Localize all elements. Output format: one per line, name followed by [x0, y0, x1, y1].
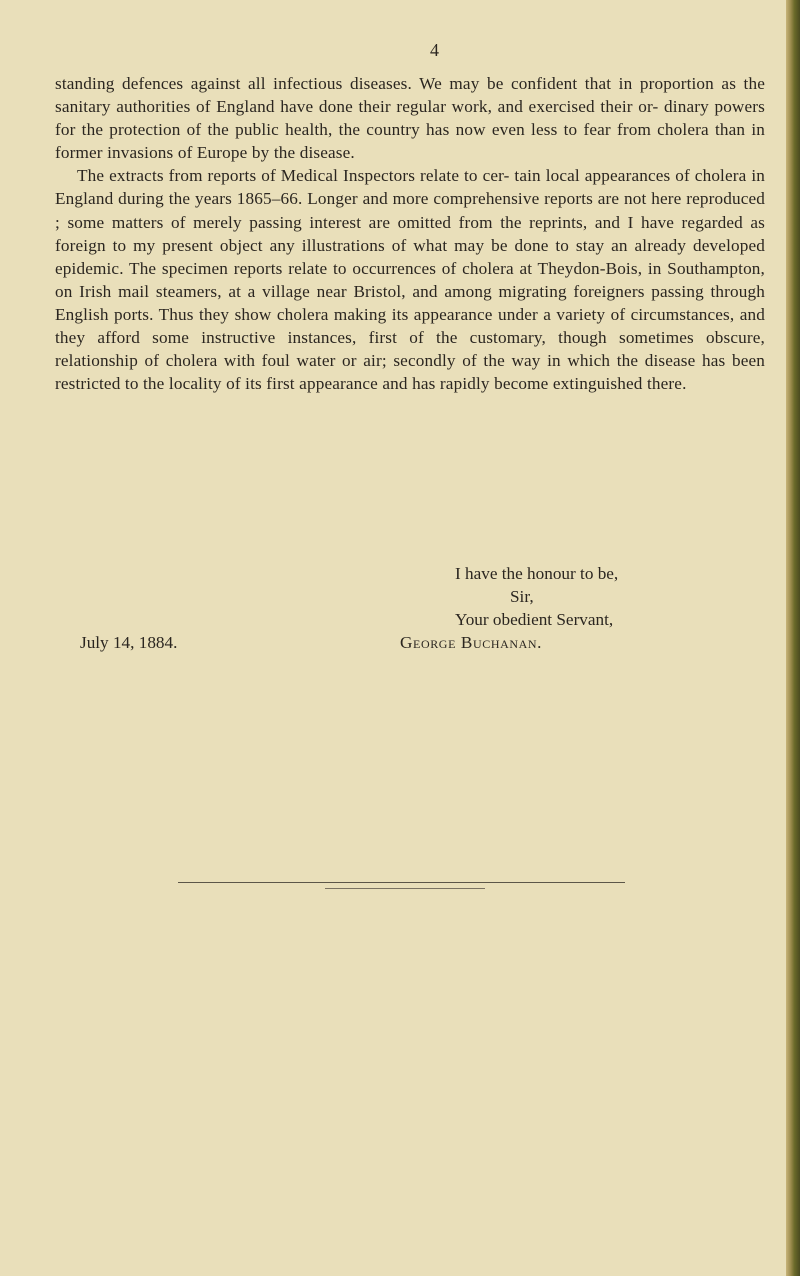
letter-date: July 14, 1884. [80, 633, 178, 653]
body-text [55, 72, 765, 395]
separator-rule-short [325, 888, 485, 889]
page-number: 4 [430, 40, 439, 60]
closing-salutation: Sir, [510, 587, 534, 607]
signature-name: George Buchanan. [400, 633, 543, 653]
letter-closing [55, 562, 765, 654]
closing-honour: I have the honour to be, [455, 564, 619, 583]
closing-servant: Your obedient Servant, [455, 610, 614, 630]
binding-edge [786, 0, 800, 1276]
paragraph-continuation: standing defences against all infectious diseases. We may be confident that in proportion as the sanitary authorities of England have done their regular work, and exercised their or- dinary powers for the protection of the public health, the country has now even less to fear from cholera than in former invasions of Europe by the disease. [55, 74, 765, 163]
separator-rule [178, 882, 625, 883]
paragraph-extracts: The extracts from reports of Medical Inspectors relate to cer- tain local appearances of cholera in England during the years 1865–66. Longer and more comprehensive reports are not here reproduced ; some matters of merely passing interest are omitted from the reprints, and I have regarded as foreign to my present object any illustrations of what may be done to stay an already developed epidemic. The specimen reports relate to occurrences of cholera at Theydon-Bois, in Southampton, on Irish mail steamers, at a village near Bristol, and among migrating foreigners passing through English ports. Thus they show cholera making its appearance under a variety of circumstances, and they afford some instructive instances, first of the customary, though sometimes obscure, relationship of cholera with foul water or air; secondly of the way in which the disease has been restricted to the locality of its first appearance and has rapidly become extinguished there. [55, 166, 765, 394]
date-signature-row [55, 631, 765, 654]
